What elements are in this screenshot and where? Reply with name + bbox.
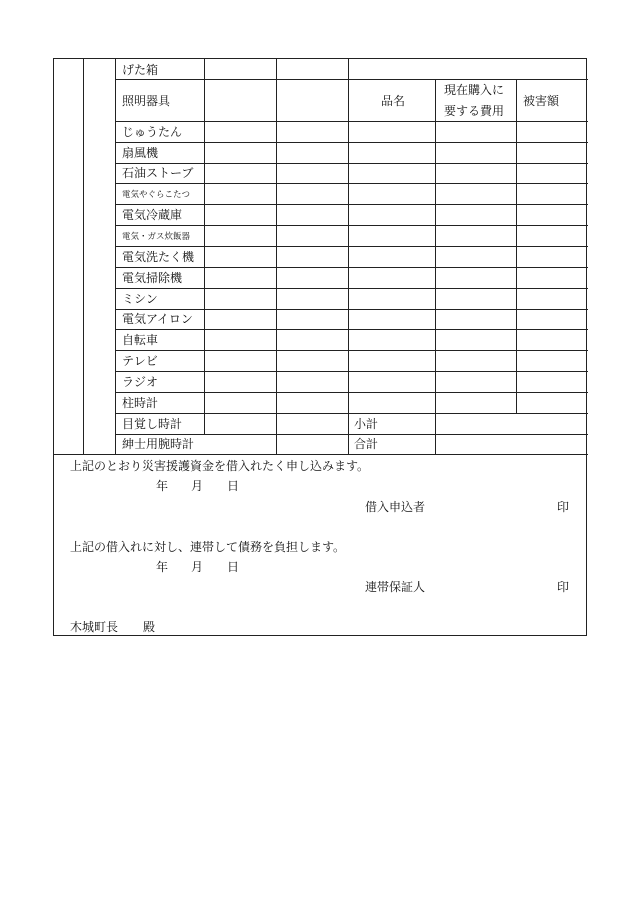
- header-damage: 被害額: [523, 94, 560, 108]
- item-label: 紳士用腕時計: [122, 437, 195, 451]
- item-label: 電気アイロン: [122, 312, 193, 326]
- addressee-honorific: 殿: [143, 620, 156, 634]
- item-label: 電気・ガス炊飯器: [122, 232, 191, 242]
- loan-application-form: [53, 58, 587, 636]
- guarantee-date-year: 年: [156, 560, 169, 574]
- item-label: 柱時計: [122, 396, 159, 410]
- item-label: 目覚し時計: [122, 417, 183, 431]
- item-label: 電気やぐらこたつ: [122, 190, 191, 200]
- item-label: げた箱: [122, 63, 159, 77]
- guarantee-date-month: 月: [191, 560, 204, 574]
- item-label: 石油ストーブ: [122, 166, 194, 180]
- item-label: 自転車: [122, 333, 159, 347]
- guarantor-label: 連帯保証人: [365, 580, 426, 594]
- application-date-month: 月: [191, 479, 204, 493]
- header-cost: 現在購入に: [444, 83, 505, 97]
- row-line: [115, 371, 588, 372]
- row-line: [115, 350, 588, 351]
- application-date-year: 年: [156, 479, 169, 493]
- col-line-4: [276, 59, 277, 454]
- row-line: [115, 288, 588, 289]
- row-line: [115, 246, 588, 247]
- col-line-1: [83, 59, 84, 454]
- item-label: ミシン: [122, 292, 158, 306]
- guarantor-seal: 印: [557, 580, 570, 594]
- row-line: [115, 267, 588, 268]
- row-line: [115, 204, 588, 205]
- col-line-2: [115, 59, 116, 454]
- item-label: 電気掃除機: [122, 271, 183, 285]
- row-line: [115, 309, 588, 310]
- row-line: [115, 121, 588, 122]
- row-line: [115, 225, 588, 226]
- row-line: [115, 163, 588, 164]
- row-line: [115, 413, 588, 414]
- guarantee-date-day: 日: [227, 560, 240, 574]
- row-line: [115, 79, 588, 80]
- row-line: [115, 329, 588, 330]
- applicant-label: 借入申込者: [365, 500, 426, 514]
- header-item-name: 品名: [381, 94, 406, 108]
- total-label: 合計: [354, 437, 379, 451]
- application-date-day: 日: [227, 479, 240, 493]
- item-label: テレビ: [122, 354, 158, 368]
- applicant-seal: 印: [557, 500, 570, 514]
- addressee-title: 木城町長: [70, 620, 119, 634]
- application-statement: 上記のとおり災害援護資金を借入れたく申し込みます。: [70, 459, 370, 473]
- row-line: [115, 392, 588, 393]
- col-line-5: [348, 59, 349, 454]
- guarantee-statement: 上記の借入れに対し、連帯して債務を負担します。: [70, 540, 346, 554]
- row-line: [115, 142, 588, 143]
- item-label: じゅうたん: [122, 125, 183, 139]
- subtotal-label: 小計: [354, 417, 379, 431]
- table-bottom-line: [54, 454, 588, 455]
- item-label: 扇風機: [122, 146, 159, 160]
- item-label: 電気冷蔵庫: [122, 208, 183, 222]
- header-cost: 要する費用: [444, 104, 505, 118]
- item-label: 電気洗たく機: [122, 250, 195, 264]
- item-label: ラジオ: [122, 375, 159, 389]
- item-label: 照明器具: [122, 94, 171, 108]
- row-line: [115, 183, 588, 184]
- row-line: [115, 434, 588, 435]
